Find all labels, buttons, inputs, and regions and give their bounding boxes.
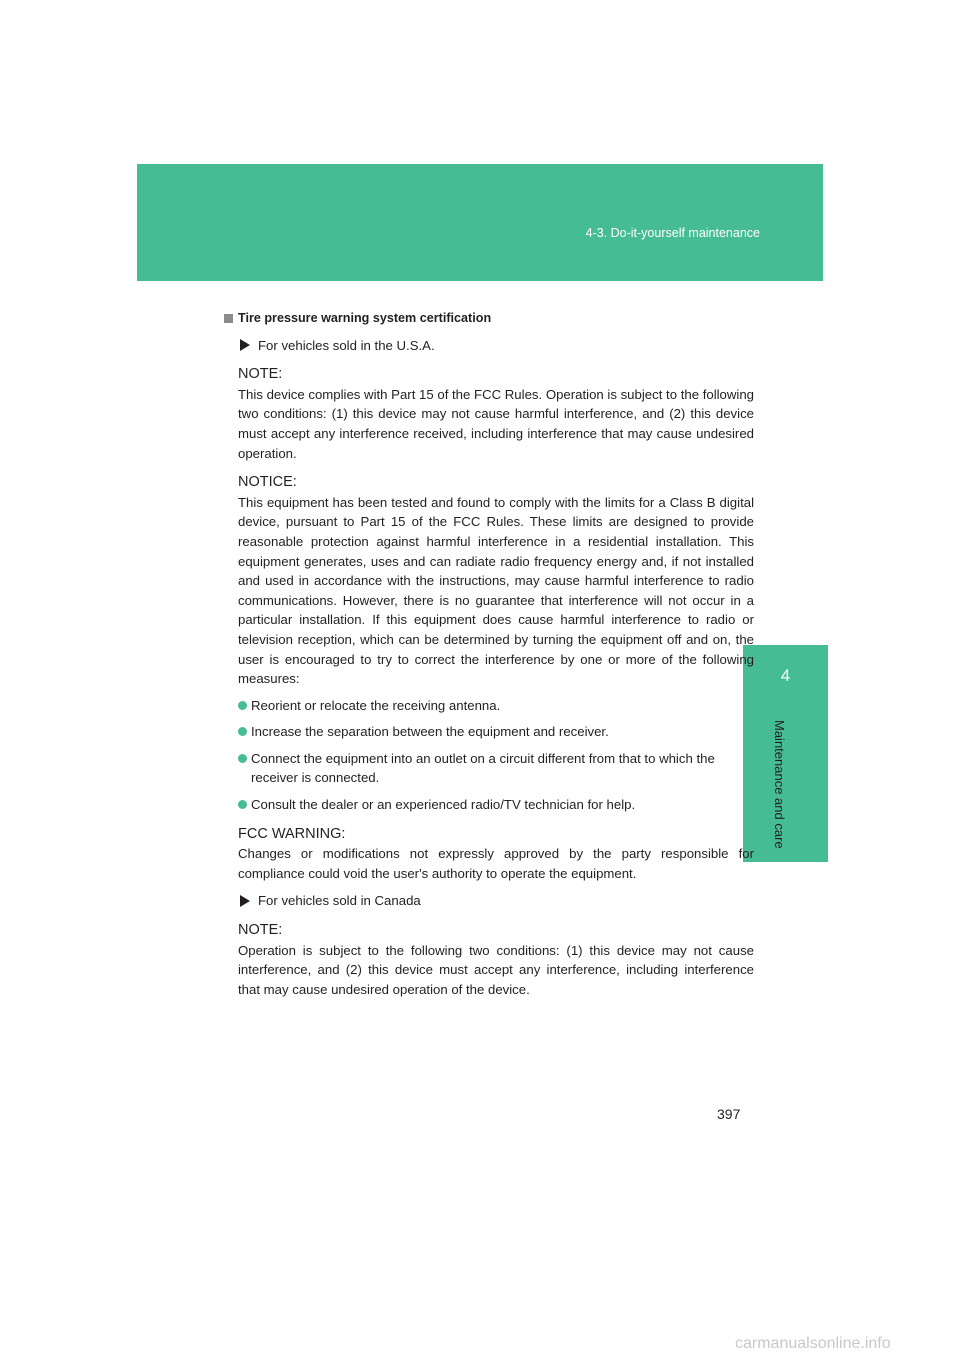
bullet-dot-icon: [238, 754, 247, 763]
square-bullet-icon: [224, 314, 233, 323]
canada-heading-text: For vehicles sold in Canada: [258, 893, 421, 909]
list-item-text: Consult the dealer or an experienced radio/TV technician for help.: [251, 797, 636, 813]
note-label: NOTE:: [238, 922, 283, 939]
chapter-tab: [743, 645, 828, 712]
list-item: [238, 795, 754, 815]
section-title: 4-3. Do-it-yourself maintenance: [585, 226, 760, 240]
bullet-dot-icon: [238, 727, 247, 736]
triangle-arrow-icon: [240, 895, 250, 907]
notice-label: NOTICE:: [238, 474, 297, 491]
section-heading-text: Tire pressure warning system certification: [238, 311, 492, 325]
bullet-dot-icon: [238, 800, 247, 809]
main-content: [224, 309, 754, 999]
watermark: carmanualsonline.info: [735, 1335, 891, 1352]
note-text: Operation is subject to the following two conditions: (1) this device may not cause interference, and (2) this device must accept any interference, including interference that may cause undesired operation of the device.: [238, 942, 754, 997]
chapter-label: Maintenance and care: [772, 720, 787, 849]
list-item: [238, 722, 754, 742]
notice-text: This equipment has been tested and found to comply with the limits for a Class B digital device, pursuant to Part 15 of the FCC Rules. These limits are designed to provide reasonable protection against harmful interference in a residential installation. This equipment generates, uses and can radiate radio frequency energy and, if not installed and used in accordance with the instructions, may cause harmful interference to radio communications. However, there is no guarantee that interference will not occur in a particular installation. If this equipment does cause harmful interference to radio or television reception, which can be determined by turning the equipment off and on, the user is encouraged to try to correct the interference by one or more of the following measures:: [238, 494, 754, 687]
note-text: This device complies with Part 15 of the FCC Rules. Operation is subject to the following two conditions: (1) this device may not cause harmful interference, and (2) this device must accept any interference received, including interference that may cause undesired operation.: [238, 386, 755, 461]
list-item-text: Increase the separation between the equipment and receiver.: [251, 724, 609, 740]
header-band: [137, 164, 823, 281]
page-number: 397: [717, 1106, 741, 1122]
fcc-warning-text: Changes or modifications not expressly approved by the party responsible for compliance could void the user's authority to operate the equipment.: [238, 846, 754, 881]
section-heading: [224, 309, 754, 329]
usa-heading-text: For vehicles sold in the U.S.A.: [258, 337, 435, 353]
list-item: [238, 749, 754, 788]
bullet-dot-icon: [238, 701, 247, 710]
canada-heading: [224, 891, 754, 911]
triangle-arrow-icon: [240, 339, 250, 351]
note-label: NOTE:: [238, 366, 283, 383]
list-item: [238, 696, 754, 716]
chapter-number: 4: [780, 666, 791, 685]
list-item-text: Connect the equipment into an outlet on a circuit different from that to which the receiver is connected.: [251, 750, 715, 786]
fcc-warning-label: FCC WARNING:: [238, 825, 346, 842]
usa-heading: [224, 336, 754, 356]
list-item-text: Reorient or relocate the receiving antenna.: [251, 697, 501, 713]
